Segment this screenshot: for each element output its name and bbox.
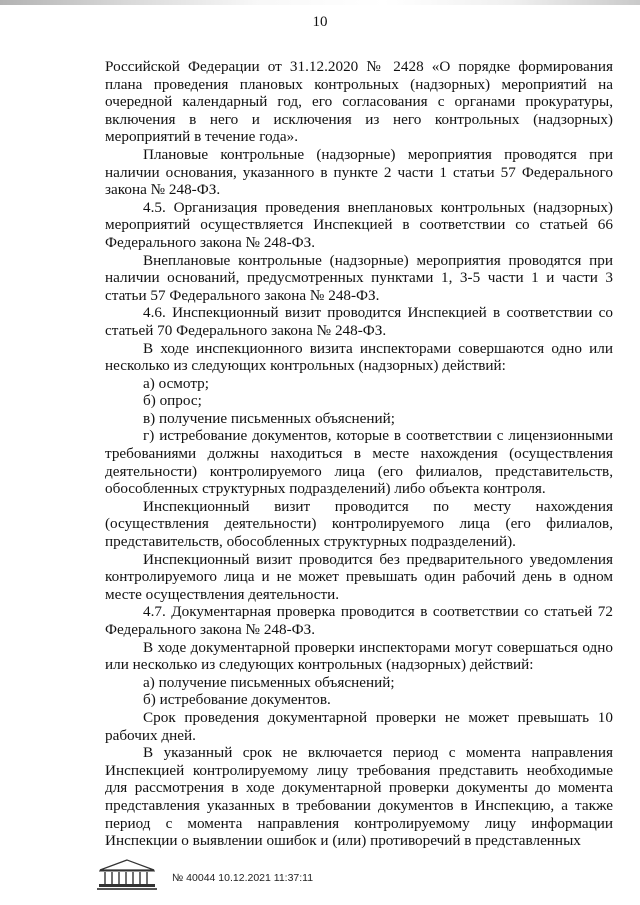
paragraph: Инспекционный визит проводится без предварительного уведомления контролируемого лица и не может превышать один рабочий день в одном месте осуществления деятельности. — [105, 550, 613, 603]
list-item: в) получение письменных объяснений; — [143, 409, 396, 427]
paragraph: В ходе инспекционного визита инспекторами совершаются одно или несколько из следующих контрольных (надзорных) действий: — [105, 339, 613, 375]
paragraph: Российской Федерации от 31.12.2020 № 2428 «О порядке формирования плана проведения плановых контрольных (надзорных) мероприятий на очередной календарный год, его согласования с органами прокуратуры, включения в него и исключения из него контрольных (надзорных) мероприятий в течение года». — [105, 58, 613, 146]
paragraph: г) истребование документов, которые в соответствии с лицензионными требованиями должны находиться в месте нахождения (осуществления деятельности) контролируемого лица (его филиалов, представительств, обособленных структурных подразделений) либо объекта контроля. — [105, 427, 613, 498]
paragraph: Плановые контрольные (надзорные) мероприятия проводятся при наличии основания, указанного в пункте 2 части 1 статьи 57 Федерального закона № 248-ФЗ. — [105, 145, 613, 199]
paragraph: В указанный срок не включается период с момента направления Инспекцией контролируемому лицу требования представить необходимые для рассмотрения в ходе документарной проверки документы до момента представления указанных в требовании документов в Инспекцию, а также период с момента направления контролируемому лицу информации Инспекции о выявлении ошибок и (или) противоречий в представленных — [105, 744, 613, 850]
paragraph: Срок проведения документарной проверки не может превышать 10 рабочих дней. — [105, 708, 613, 744]
paragraph: Внеплановые контрольные (надзорные) мероприятия проводятся при наличии оснований, предусмотренных пунктами 1, 3-5 части 1 и части 3 статьи 57 Федерального закона № 248-ФЗ. — [105, 251, 613, 304]
paragraph: В ходе документарной проверки инспекторами могут совершаться одно или несколько из следующих контрольных (надзорных) действий: — [105, 638, 613, 674]
paragraph: 4.6. Инспекционный визит проводится Инспекцией в соответствии со статьей 70 Федерального закона № 248-ФЗ. — [105, 304, 613, 339]
paragraph: Инспекционный визит проводится по месту нахождения (осуществления деятельности) контролируемого лица (его филиалов, представительств, обособленных структурных подразделений). — [105, 497, 613, 551]
document-body — [105, 58, 613, 850]
scan-edge — [0, 0, 640, 5]
paragraph: 4.5. Организация проведения внеплановых контрольных (надзорных) мероприятий осуществляется Инспекцией в соответствии со статьей 66 Федерального закона № 248-ФЗ. — [105, 198, 613, 251]
registration-stamp: № 40044 10.12.2021 11:37:11 — [172, 872, 314, 884]
paragraph: 4.7. Документарная проверка проводится в соответствии со статьей 72 Федерального закона № 248-ФЗ. — [105, 603, 613, 638]
list-item: а) осмотр; — [143, 374, 209, 392]
building-logo-icon — [96, 858, 158, 892]
page-number: 10 — [312, 14, 328, 30]
list-item: б) истребование документов. — [143, 691, 331, 709]
list-item: б) опрос; — [143, 392, 202, 410]
list-item: а) получение письменных объяснений; — [143, 673, 395, 691]
